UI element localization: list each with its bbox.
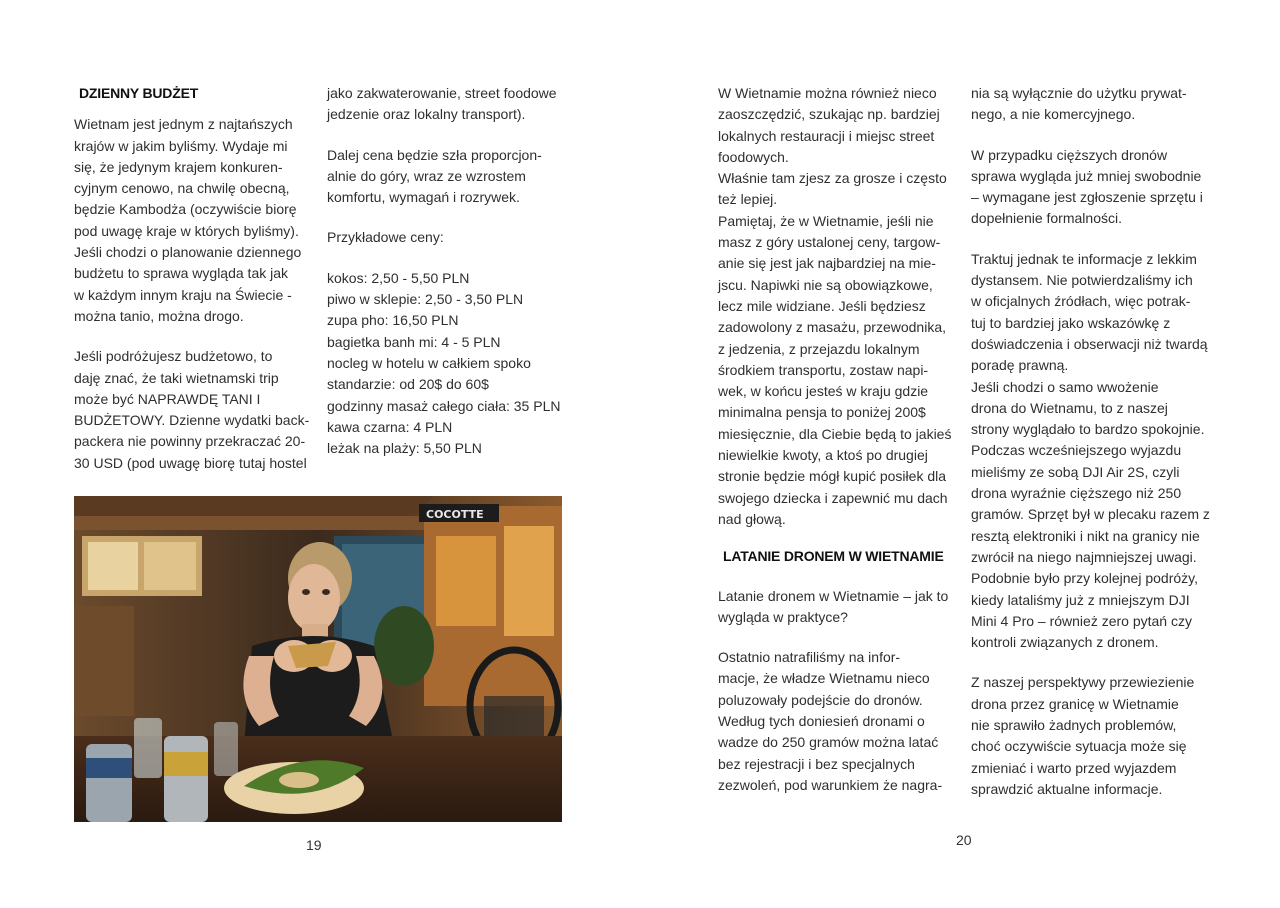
paragraph-heavier-drones: W przypadku cięższych dronów sprawa wygląda już mniej swobodnie – wymagane jest zgłoszenie sprzętu i dopełnienie formalności. xyxy=(971,146,1203,227)
price-list-item: kawa czarna: 4 PLN xyxy=(327,418,453,435)
example-prices-label: Przykładowe ceny: xyxy=(327,229,444,246)
price-list xyxy=(327,268,572,460)
paragraph-drone-regulations: Ostatnio natrafiliśmy na infor- macje, że władze Wietnamu nieco poluzowały podejście do dronów. Według tych doniesień dronami o wadze do 250 gramów można latać bez rejestracji i bez specjalnych zezwoleń, pod warunkiem że nagra- xyxy=(718,649,943,793)
section-heading-drone-flying: LATANIE DRONEM W WIETNAMIE xyxy=(723,548,944,565)
price-list-item: godzinny masaż całego ciała: 35 PLN xyxy=(327,397,561,414)
right-page-column-1 xyxy=(718,83,960,796)
section-heading-daily-budget: DZIENNY BUDŻET xyxy=(79,85,199,101)
price-list-item: standarzie: od 20$ do 60$ xyxy=(327,376,489,393)
paragraph-price-scaling: Dalej cena będzie szła proporcjon- alnie do góry, wraz ze wzrostem komfortu, wymagań i rozrywek. xyxy=(327,146,542,206)
left-page-column-1 xyxy=(74,83,314,474)
left-page-column-2 xyxy=(327,83,572,459)
paragraph-budget-backpacker: Jeśli podróżujesz budżetowo, to daję znać, że taki wietnamski trip może być NAPRAWDĘ TANI I BUDŻETOWY. Dzienne wydatki back- packera nie powinny przekraczać 20- 30 USD (pod uwagę biorę tutaj hostel xyxy=(74,348,310,471)
paragraph-drone-question: Latanie dronem w Wietnamie – jak to wygląda w praktyce? xyxy=(718,587,949,625)
price-list-item: bagietka banh mi: 4 - 5 PLN xyxy=(327,333,501,350)
page-number-right: 20 xyxy=(956,832,972,848)
paragraph-drone-conclusion: Z naszej perspektywy przewiezienie drona przez granicę w Wietnamie nie sprawiło żadnych problemów, choć oczywiście sytuacja może się zmieniać i warto przed wyjazdem sprawdzić aktualne informacje. xyxy=(971,674,1195,797)
restaurant-sign: COCOTTE xyxy=(426,508,484,521)
price-list-item: leżak na plaży: 5,50 PLN xyxy=(327,440,482,457)
paragraph-saving-tips: W Wietnamie można również nieco zaoszczędzić, szukając np. bardziej lokalnych restauracji i miejsc street foodowych. Właśnie tam zjesz za grosze i często też lepiej. Pamiętaj, że w Wietnamie, jeśli nie masz z góry ustalonej ceny, targow- anie się jest jak najbardziej na mie- jscu. Napiwki nie są obowiązkowe, lecz mile widziane. Jeśli będziesz zadowolony z masażu, przewodnika, z jedzenia, z przejazdu lokalnym środkiem transportu, zostaw napi- wek, w końcu jesteś w kraju gdzie minimalna pensja to poniżej 200$ miesięcznie, dla Ciebie będą to jakieś niewielkie kwoty, a ktoś po drugiej stronie będzie mógł kupić posiłek dla swojego dziecka i zapewnić mu dach nad głową. xyxy=(718,85,952,527)
paragraph-private-use: nia są wyłącznie do użytku prywat- nego, a nie komercyjnego. xyxy=(971,85,1187,123)
right-page-column-2 xyxy=(971,83,1221,800)
right-page xyxy=(640,0,1280,908)
price-list-item: piwo w sklepie: 2,50 - 3,50 PLN xyxy=(327,291,524,308)
paragraph-budget-intro: Wietnam jest jednym z najtańszych krajów w jakim byliśmy. Wydaje mi się, że jedynym krajem konkuren- cyjnym cenowo, na chwilę obecną, będzie Kambodża (oczywiście biorę pod uwagę kraje w których byliśmy). Jeśli chodzi o planowanie dziennego budżetu to sprawa wygląda tak jak w każdym innym kraju na Świecie - można tanio, można drogo. xyxy=(74,116,302,324)
price-list-item: nocleg w hotelu w całkiem spoko xyxy=(327,354,531,371)
photo-woman-eating-street-food xyxy=(74,496,562,822)
paragraph-drone-experience: Traktuj jednak te informacje z lekkim dystansem. Nie potwierdzaliśmy ich w oficjalnych źródłach, więc potrak- tuj to bardziej jako wskazówkę z doświadczenia i obserwacji niż twardą poradę prawną. Jeśli chodzi o samo wwożenie drona do Wietnamu, to z naszej strony wyglądało to bardzo spokojnie. Podczas wcześniejszego wyjazdu mieliśmy ze sobą DJI Air 2S, czyli drona wyraźnie cięższego niż 250 gramów. Sprzęt był w plecaku razem z resztą elektroniki i nikt na granicy nie zwrócił na niego najmniejszej uwagi. Podobnie było przy kolejnej podróży, kiedy lataliśmy już z mniejszym DJI Mini 4 Pro – również zero pytań czy kontroli związanych z dronem. xyxy=(971,250,1210,651)
page-number-left: 19 xyxy=(306,837,322,853)
price-list-item: zupa pho: 16,50 PLN xyxy=(327,312,459,329)
price-list-item: kokos: 2,50 - 5,50 PLN xyxy=(327,269,470,286)
paragraph-accommodation: jako zakwaterowanie, street foodowe jedzenie oraz lokalny transport). xyxy=(327,85,557,123)
